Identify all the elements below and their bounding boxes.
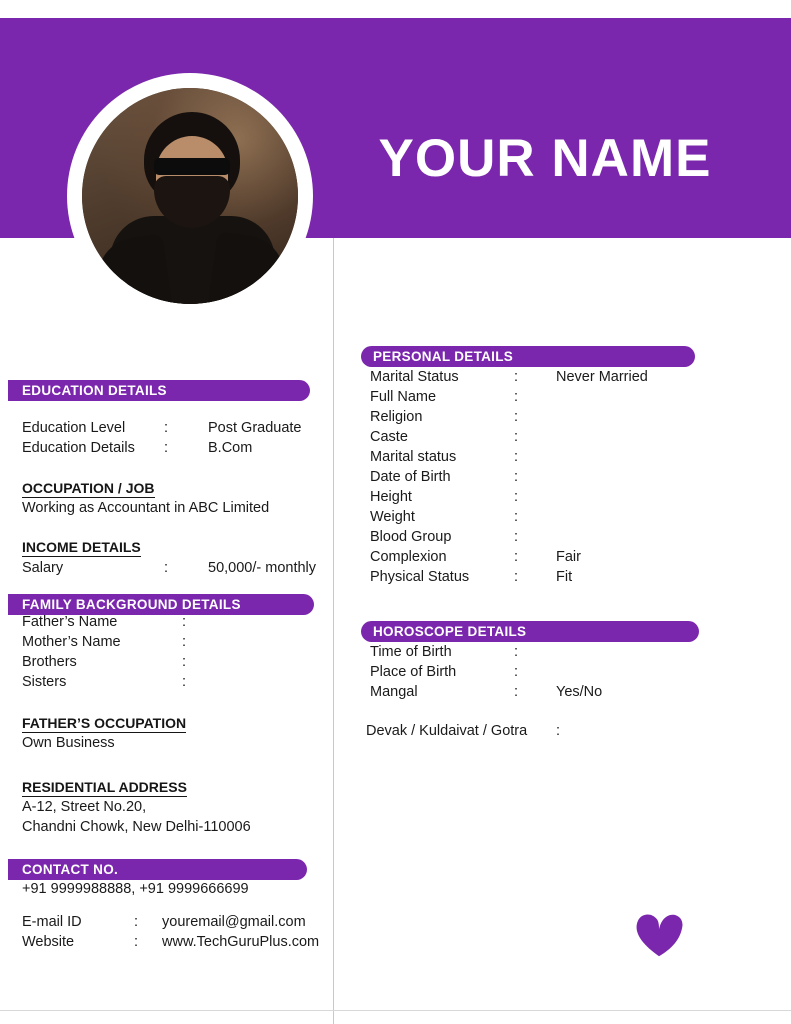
field-value: Fair [556,549,581,565]
field-label: Devak / Kuldaivat / Gotra [366,723,528,739]
field-label: Weight [370,509,415,525]
field-label: Education Details [22,440,135,456]
field-colon: : [514,469,519,485]
field-colon: : [182,674,187,690]
field-label: Blood Group [370,529,452,545]
field-colon: : [514,489,519,505]
field-colon: : [556,723,561,739]
field-label: Physical Status [370,569,470,585]
field-label: E-mail ID [22,914,82,930]
field-value: 50,000/- monthly [208,560,317,576]
field-label: Marital status [370,449,457,465]
field-colon: : [182,654,187,670]
field-colon: : [514,429,519,445]
occupation-text: Working as Accountant in ABC Limited [22,500,270,516]
field-value[interactable]: www.TechGuruPlus.com [162,934,320,950]
field-colon: : [164,560,169,576]
field-label: Place of Birth [370,664,457,680]
heading-occupation-job: OCCUPATION / JOB [22,480,155,496]
field-label: Marital Status [370,369,459,385]
field-value: Never Married [556,369,648,385]
heading-income-details: INCOME DETAILS [22,539,141,555]
column-divider [333,238,334,1024]
section-label: HOROSCOPE DETAILS [373,624,527,639]
field-colon: : [514,389,519,405]
section-education-details [8,380,310,401]
field-label: Education Level [22,420,126,436]
field-colon: : [514,409,519,425]
field-label: Religion [370,409,423,425]
field-value: Fit [556,569,573,585]
address-line-1: A-12, Street No.20, [22,799,147,815]
field-label: Brothers [22,654,77,670]
page-title: YOUR NAME [378,129,712,188]
section-label: FAMILY BACKGROUND DETAILS [22,597,241,612]
field-colon: : [514,449,519,465]
field-colon: : [514,569,519,585]
field-colon: : [182,634,187,650]
heading-fathers-occupation: FATHER’S OCCUPATION [22,715,187,731]
field-colon: : [164,420,169,436]
field-colon: : [514,644,519,660]
field-label: Full Name [370,389,437,405]
field-colon: : [134,914,139,930]
field-label: Father’s Name [22,614,118,630]
field-label: Height [370,489,412,505]
field-label: Caste [370,429,408,445]
field-value: Yes/No [556,684,603,700]
field-label: Mother’s Name [22,634,121,650]
field-label: Website [22,934,75,950]
address-line-2: Chandni Chowk, New Delhi-110006 [22,819,251,835]
section-family-background-details [8,594,314,615]
field-label: Salary [22,560,64,576]
section-label: EDUCATION DETAILS [22,383,167,398]
fathers-occupation-text: Own Business [22,735,115,751]
section-label: CONTACT NO. [22,862,119,877]
field-colon: : [514,549,519,565]
field-colon: : [164,440,169,456]
field-value: Post Graduate [208,420,302,436]
section-label: PERSONAL DETAILS [373,349,514,364]
field-colon: : [514,509,519,525]
field-colon: : [514,369,519,385]
field-label: Mangal [370,684,418,700]
field-colon: : [182,614,187,630]
field-colon: : [134,934,139,950]
section-contact-no [8,859,307,880]
avatar [82,88,298,304]
field-label: Complexion [370,549,447,565]
section-personal-details [361,346,695,367]
field-colon: : [514,684,519,700]
field-label: Sisters [22,674,67,690]
field-value: B.Com [208,440,253,456]
bottom-rule [0,1010,791,1011]
heart-icon [628,900,690,962]
section-horoscope-details [361,621,699,642]
phone-numbers: +91 9999988888, +91 9999666699 [22,881,249,897]
field-colon: : [514,529,519,545]
field-label: Date of Birth [370,469,451,485]
field-colon: : [514,664,519,680]
field-value[interactable]: youremail@gmail.com [162,914,306,930]
field-label: Time of Birth [370,644,452,660]
heading-residential-address: RESIDENTIAL ADDRESS [22,779,187,795]
